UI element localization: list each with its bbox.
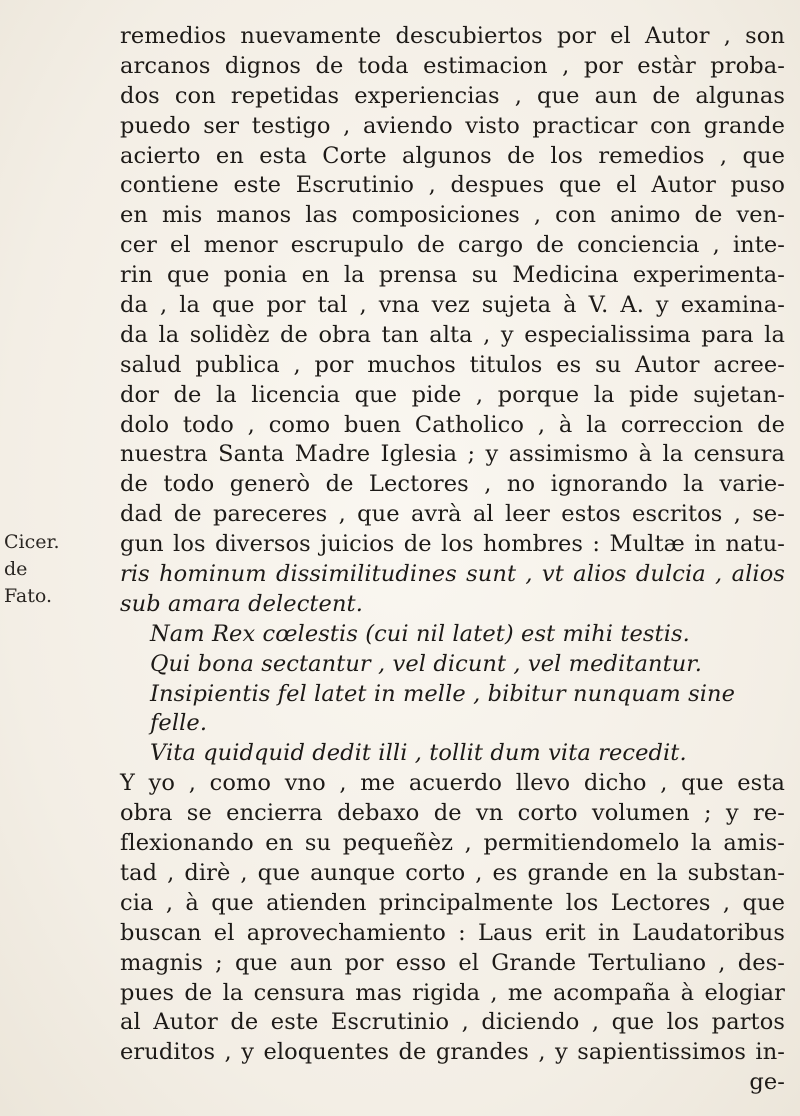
text-line: contiene este Escrutinio , despues que el Autor puso — [120, 172, 785, 199]
text-line: sub amara delectent. — [120, 590, 363, 617]
text-line: de todo generò de Lectores , no ignorando la varie- — [120, 471, 785, 498]
text-line: cia , à que atienden principalmente los Lectores , que — [120, 889, 785, 916]
text-line: magnis ; que aun por esso el Grande Tertuliano , des- — [120, 949, 785, 976]
text-line: flexionando en su pequeñèz , permitiendomelo la amis- — [120, 830, 785, 857]
text-line: Insipientis fel latet in melle , bibitur nunquam sine — [150, 680, 736, 707]
text-line: gun los diversos juicios de los hombres : Multæ in natu- — [120, 531, 785, 558]
text-line: ris hominum dissimilitudines sunt , vt alios dulcia , alios — [120, 561, 785, 588]
text-line: da la solidèz de obra tan alta , y especialissima para la — [120, 321, 785, 348]
text-line: tad , dirè , que aunque corto , es grande en la substan- — [120, 859, 785, 886]
text-line: dad de pareceres , que avrà al leer estos escritos , se- — [120, 501, 785, 528]
text-line: felle. — [150, 710, 208, 737]
text-line: Y yo , como vno , me acuerdo llevo dicho , que esta — [120, 770, 785, 797]
text-line: eruditos , y eloquentes de grandes , y sapientissimos in- — [120, 1039, 785, 1066]
text-line: Nam Rex cœlestis (cui nil latet) est mihi testis. — [150, 620, 690, 647]
margin-note-line: Fato. — [4, 585, 53, 607]
text-line: remedios nuevamente descubiertos por el Autor , son — [120, 23, 785, 49]
text-line: buscan el aprovechamiento : Laus erit in Laudatoribus — [120, 919, 785, 946]
text-line: Qui bona sectantur , vel dicunt , vel meditantur. — [150, 650, 702, 677]
text-line: da , la que por tal , vna vez sujeta à V. A. y examina- — [120, 292, 785, 319]
body-text — [120, 22, 800, 1098]
text-line: salud publica , por muchos titulos es su Autor acree- — [120, 351, 785, 378]
text-line: rin que ponia en la prensa su Medicina experimenta- — [120, 262, 785, 289]
text-line: cer el menor escrupulo de cargo de conciencia , inte- — [120, 232, 785, 259]
margin-note-line: Cicer. de — [4, 531, 60, 580]
text-line: acierto en esta Corte algunos de los remedios , que — [120, 142, 785, 169]
text-line: dos con repetidas experiencias , que aun de algunas — [120, 82, 785, 109]
text-line: ge- — [749, 1069, 785, 1096]
margin-note-citation — [4, 529, 86, 610]
text-line: Vita quidquid dedit illi , tollit dum vita recedit. — [150, 740, 687, 767]
text-line: obra se encierra debaxo de vn corto volumen ; y re- — [120, 800, 785, 827]
text-line: pues de la censura mas rigida , me acompaña à elogiar — [120, 979, 785, 1006]
text-line: al Autor de este Escrutinio , diciendo , que los partos — [120, 1009, 785, 1036]
text-line: nuestra Santa Madre Iglesia ; y assimismo à la censura — [120, 441, 785, 468]
text-line: puedo ser testigo , aviendo visto practicar con grande — [120, 112, 785, 139]
text-line: dolo todo , como buen Catholico , à la correccion de — [120, 411, 785, 438]
text-line: arcanos dignos de toda estimacion , por estàr proba- — [120, 52, 785, 79]
text-line: dor de la licencia que pide , porque la pide sujetan- — [120, 381, 785, 408]
text-line: en mis manos las composiciones , con animo de ven- — [120, 202, 785, 229]
